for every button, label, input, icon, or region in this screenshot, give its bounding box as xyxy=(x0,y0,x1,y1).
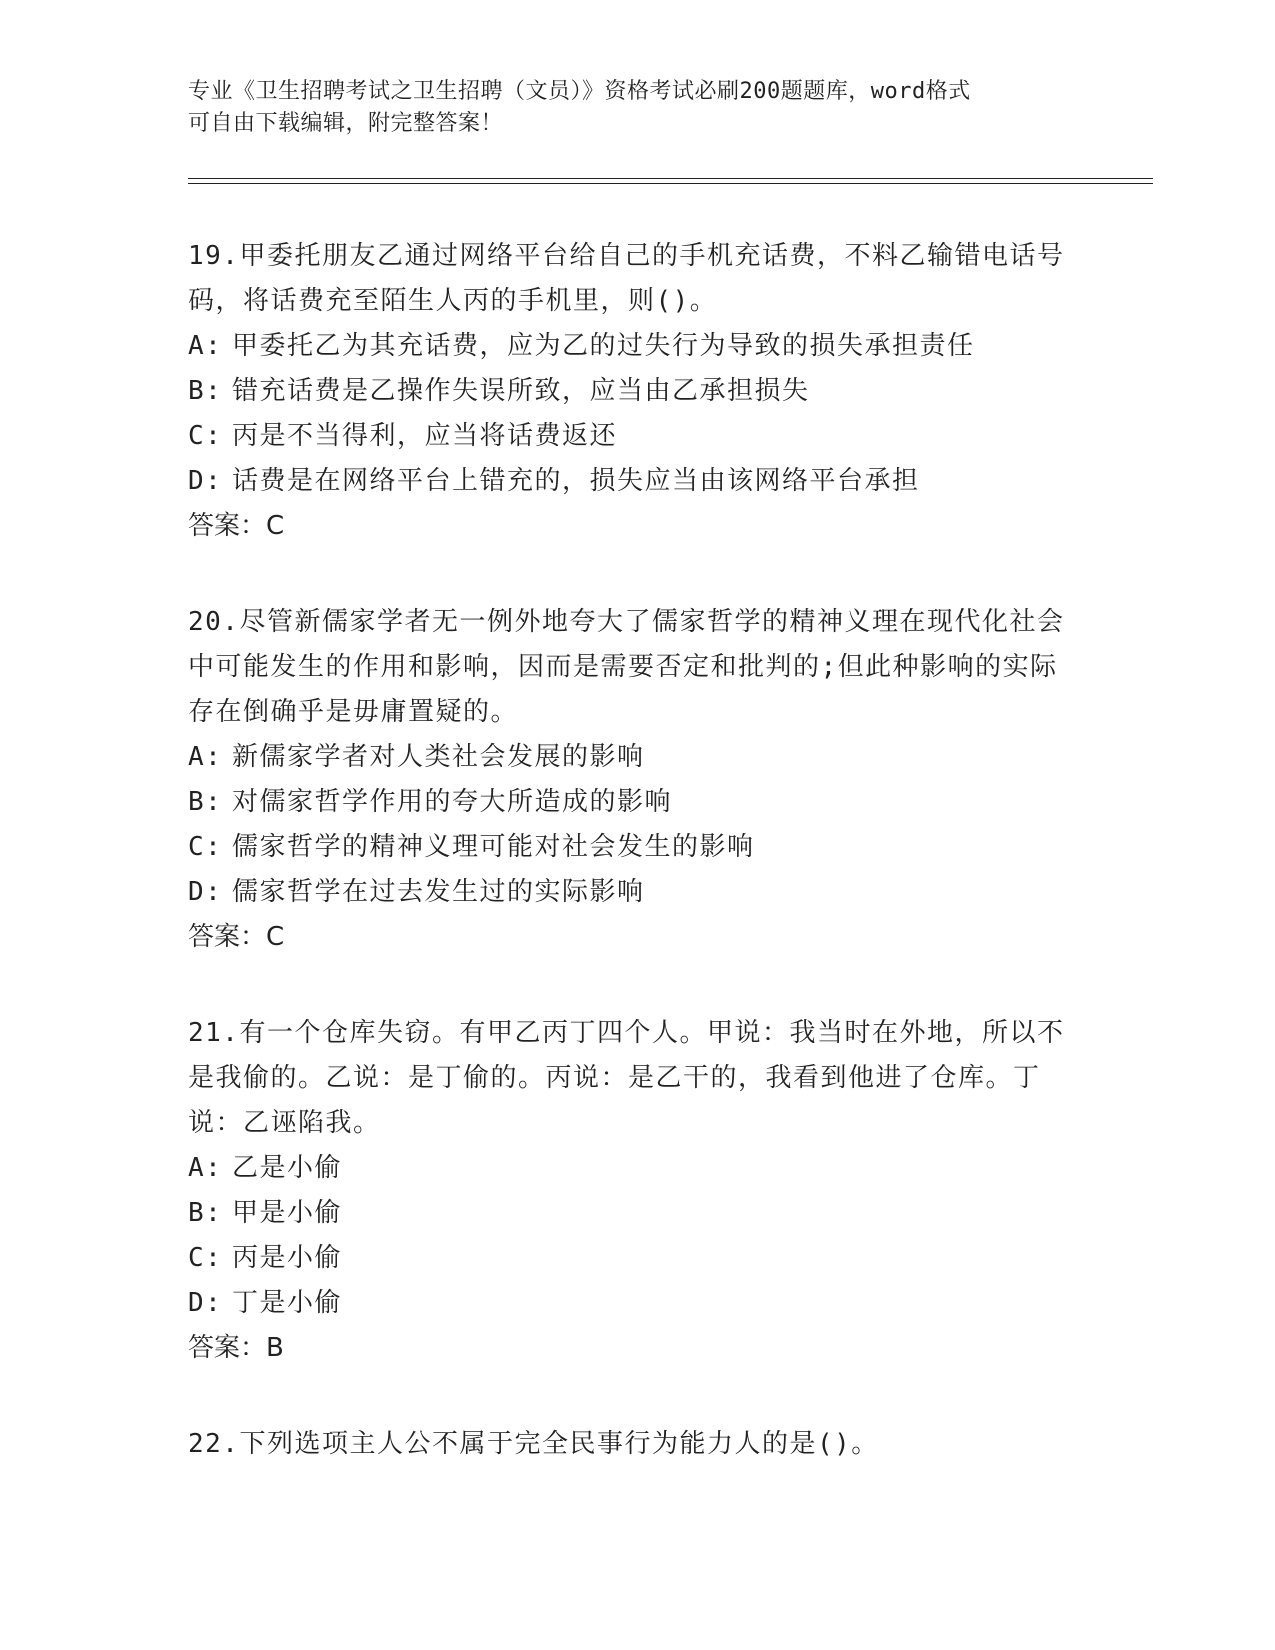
option-letter: A: xyxy=(188,331,223,361)
question-22 xyxy=(188,1422,1068,1467)
option-c xyxy=(188,1236,1068,1281)
option-letter: D: xyxy=(188,877,223,907)
question-stem: 22.下列选项主人公不属于完全民事行为能力人的是()。 xyxy=(188,1429,879,1459)
option-text: 甲是小偷 xyxy=(232,1198,343,1228)
option-text: 乙是小偷 xyxy=(232,1153,343,1183)
answer-line: 答案：B xyxy=(188,1333,284,1363)
header-divider-top xyxy=(188,178,1153,179)
option-text: 错充话费是乙操作失误所致，应当由乙承担损失 xyxy=(232,376,810,406)
option-text: 丙是小偷 xyxy=(232,1243,343,1273)
option-a xyxy=(188,1146,1068,1191)
option-text: 儒家哲学的精神义理可能对社会发生的影响 xyxy=(232,832,755,862)
question-stem: 19.甲委托朋友乙通过网络平台给自己的手机充话费，不料乙输错电话号码，将话费充至陌生人丙的手机里，则()。 xyxy=(188,241,1065,316)
option-text: 儒家哲学在过去发生过的实际影响 xyxy=(232,877,645,907)
option-b xyxy=(188,780,1068,825)
answer-line: 答案：C xyxy=(188,922,285,952)
option-d xyxy=(188,459,1068,504)
option-letter: C: xyxy=(188,421,223,451)
option-text: 丁是小偷 xyxy=(232,1288,343,1318)
header-title-line-2: 可自由下载编辑，附完整答案！ xyxy=(188,111,504,136)
option-letter: D: xyxy=(188,466,223,496)
option-d xyxy=(188,1281,1068,1326)
option-text: 甲委托乙为其充话费，应为乙的过失行为导致的损失承担责任 xyxy=(232,331,975,361)
answer-line: 答案：C xyxy=(188,511,285,541)
question-stem: 20.尽管新儒家学者无一例外地夸大了儒家哲学的精神义理在现代化社会中可能发生的作用和影响，因而是需要否定和批判的;但此种影响的实际存在倒确乎是毋庸置疑的。 xyxy=(188,607,1065,727)
question-20 xyxy=(188,600,1068,960)
option-text: 话费是在网络平台上错充的，损失应当由该网络平台承担 xyxy=(232,466,920,496)
option-letter: A: xyxy=(188,742,223,772)
option-a xyxy=(188,324,1068,369)
question-19 xyxy=(188,234,1068,549)
option-b xyxy=(188,1191,1068,1236)
option-c xyxy=(188,825,1068,870)
header-divider-bottom xyxy=(188,183,1153,184)
option-text: 新儒家学者对人类社会发展的影响 xyxy=(232,742,645,772)
option-letter: A: xyxy=(188,1153,223,1183)
option-text: 对儒家哲学作用的夸大所造成的影响 xyxy=(232,787,673,817)
document-header xyxy=(188,76,1068,140)
option-b xyxy=(188,369,1068,414)
option-d xyxy=(188,870,1068,915)
option-letter: B: xyxy=(188,376,223,406)
option-letter: B: xyxy=(188,1198,223,1228)
header-title-line-1: 专业《卫生招聘考试之卫生招聘（文员）》资格考试必刷200题题库，word格式 xyxy=(188,79,971,104)
question-21 xyxy=(188,1011,1068,1371)
question-stem: 21.有一个仓库失窃。有甲乙丙丁四个人。甲说：我当时在外地，所以不是我偷的。乙说：是丁偷的。丙说：是乙干的，我看到他进了仓库。丁说：乙诬陷我。 xyxy=(188,1018,1065,1138)
option-letter: C: xyxy=(188,1243,223,1273)
option-letter: C: xyxy=(188,832,223,862)
option-letter: D: xyxy=(188,1288,223,1318)
option-text: 丙是不当得利，应当将话费返还 xyxy=(232,421,618,451)
option-a xyxy=(188,735,1068,780)
option-c xyxy=(188,414,1068,459)
option-letter: B: xyxy=(188,787,223,817)
